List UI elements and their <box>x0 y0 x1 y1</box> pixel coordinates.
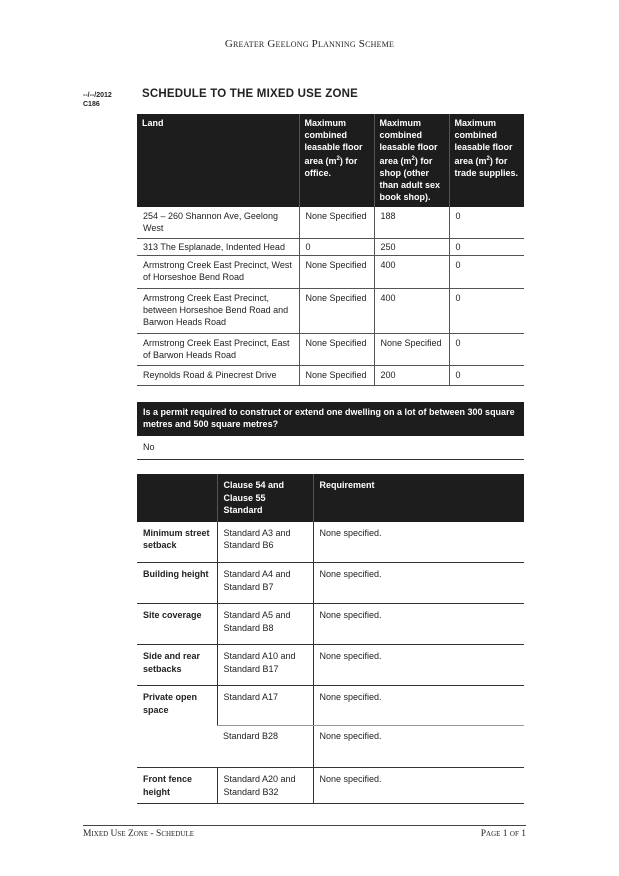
footer-title: Mixed Use Zone - Schedule <box>83 829 194 839</box>
row-label: Building height <box>137 563 217 604</box>
requirement-cell: None specified. <box>313 726 524 768</box>
standard-cell: Standard A5 and Standard B8 <box>217 604 313 645</box>
land-cell: Armstrong Creek East Precinct, West of Horseshoe Bend Road <box>137 255 299 288</box>
page-header: Greater Geelong Planning Scheme <box>224 38 395 50</box>
land-cell: Armstrong Creek East Precinct, East of Barwon Heads Road <box>137 333 299 365</box>
shop-cell: 400 <box>374 255 449 288</box>
requirement-cell: None specified. <box>313 604 524 645</box>
trade-cell: 0 <box>449 333 524 365</box>
margin-note <box>83 91 112 109</box>
standard-cell: Standard A17 <box>217 686 313 726</box>
office-cell: None Specified <box>299 333 374 365</box>
office-cell: None Specified <box>299 255 374 288</box>
floor-area-table <box>137 114 524 386</box>
land-cell: Armstrong Creek East Precinct, between Horseshoe Bend Road and Barwon Heads Road <box>137 288 299 333</box>
office-cell: None Specified <box>299 207 374 238</box>
table-row <box>137 768 524 804</box>
row-label: Side and rear setbacks <box>137 645 217 686</box>
shop-cell: None Specified <box>374 333 449 365</box>
row-label: Site coverage <box>137 604 217 645</box>
header-clause: Clause 54 and Clause 55 Standard <box>217 474 313 522</box>
standard-cell: Standard A20 and Standard B32 <box>217 768 313 804</box>
table-row <box>137 288 524 333</box>
table-row <box>137 604 524 645</box>
requirement-cell: None specified. <box>313 563 524 604</box>
trade-cell: 0 <box>449 238 524 255</box>
table-row <box>137 238 524 255</box>
margin-amendment: C186 <box>83 101 100 108</box>
office-cell: None Specified <box>299 365 374 385</box>
land-cell: 254 – 260 Shannon Ave, Geelong West <box>137 207 299 238</box>
standard-cell: Standard A4 and Standard B7 <box>217 563 313 604</box>
land-cell: 313 The Esplanade, Indented Head <box>137 238 299 255</box>
standard-cell: Standard A3 and Standard B6 <box>217 522 313 563</box>
table-row <box>137 686 524 726</box>
schedule-title: SCHEDULE TO THE MIXED USE ZONE <box>142 88 359 100</box>
table-row <box>137 645 524 686</box>
trade-cell: 0 <box>449 255 524 288</box>
office-cell: None Specified <box>299 288 374 333</box>
office-cell: 0 <box>299 238 374 255</box>
land-cell: Reynolds Road & Pinecrest Drive <box>137 365 299 385</box>
table-row <box>137 255 524 288</box>
table-row <box>137 365 524 385</box>
header-shop: Maximum combined leasable floor area $(m^2)$ for shop (other than adult sex book shop). <box>374 114 449 207</box>
standard-cell: Standard B28 <box>217 726 313 768</box>
row-label: Private open space <box>137 686 217 768</box>
shop-cell: 400 <box>374 288 449 333</box>
standards-table-header <box>137 474 524 522</box>
table-row <box>137 563 524 604</box>
requirement-cell: None specified. <box>313 686 524 726</box>
shop-cell: 250 <box>374 238 449 255</box>
row-label: Front fence height <box>137 768 217 804</box>
header-trade: Maximum combined leasable floor area $(m^2)$ for trade supplies. <box>449 114 524 207</box>
requirement-cell: None specified. <box>313 645 524 686</box>
permit-answer: No <box>137 436 524 460</box>
header-requirement: Requirement <box>313 474 524 522</box>
permit-question: Is a permit required to construct or extend one dwelling on a lot of between 300 square metres and 500 square metres? <box>137 402 524 436</box>
standard-cell: Standard A10 and Standard B17 <box>217 645 313 686</box>
row-label: Minimum street setback <box>137 522 217 563</box>
permit-section <box>137 402 524 460</box>
margin-date: --/--/2012 <box>83 92 112 99</box>
page-number: Page 1 of 1 <box>480 829 526 839</box>
requirement-cell: None specified. <box>313 768 524 804</box>
floor-table-header <box>137 114 524 207</box>
header-land: Land <box>137 114 299 207</box>
shop-cell: 200 <box>374 365 449 385</box>
header-office: Maximum combined leasable floor area $(m^2)$ for office. <box>299 114 374 207</box>
shop-cell: 188 <box>374 207 449 238</box>
table-row <box>137 333 524 365</box>
trade-cell: 0 <box>449 365 524 385</box>
footer-rule <box>83 825 526 826</box>
trade-cell: 0 <box>449 207 524 238</box>
requirement-cell: None specified. <box>313 522 524 563</box>
standards-table <box>137 474 524 804</box>
table-row <box>137 522 524 563</box>
header-blank <box>137 474 217 522</box>
table-row <box>137 207 524 238</box>
trade-cell: 0 <box>449 288 524 333</box>
